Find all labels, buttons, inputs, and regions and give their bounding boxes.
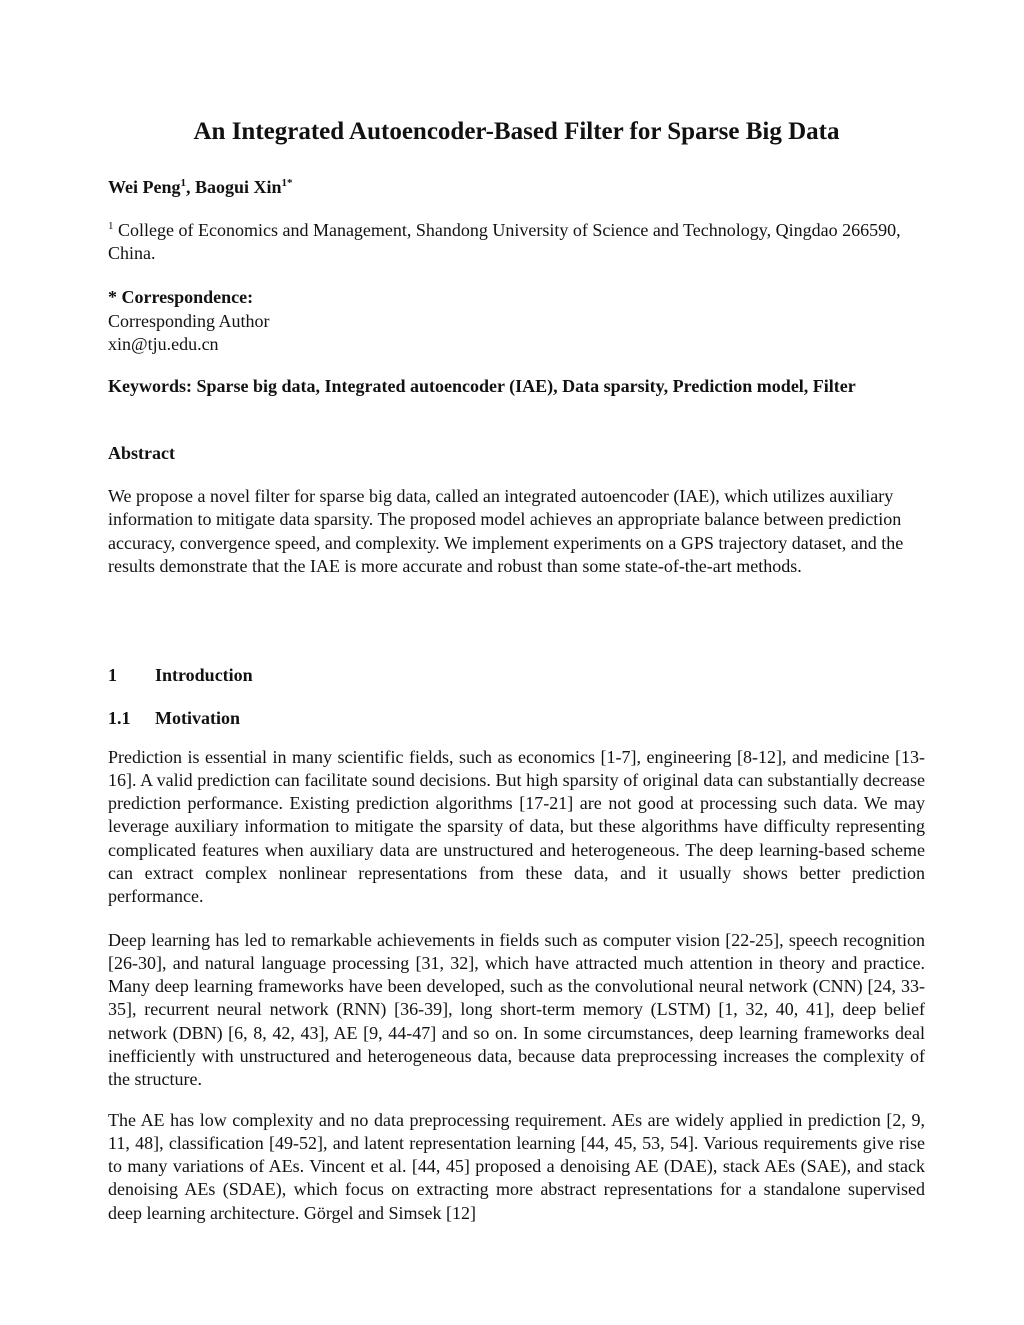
section-number: 1.1	[108, 708, 131, 728]
affiliation-superscript: 1	[108, 220, 114, 232]
section-number: 1	[108, 665, 117, 685]
section-title: Motivation	[155, 708, 240, 728]
author-superscript: 1*	[281, 177, 293, 189]
author-name: Wei Peng	[108, 177, 181, 197]
keywords: Keywords: Sparse big data, Integrated autoencoder (IAE), Data sparsity, Prediction model, Filter	[108, 376, 856, 396]
body-paragraph: The AE has low complexity and no data preprocessing requirement. AEs are widely applied in prediction [2, 9, 11, 48], classification [49-52], and latent representation learning [44, 45, 53, 54]. Various requirements give rise to many variations of AEs. Vincent et al. [44, 45] proposed a denoising AE (DAE), stack AEs (SAE), and stack denoising AEs (SDAE), which focus on extracting more abstract representations for a standalone supervised deep learning architecture. Görgel and Simsek [12]	[108, 1110, 925, 1223]
affiliation-text: College of Economics and Management, Shandong University of Science and Technology, Qingdao 266590, China.	[108, 220, 901, 263]
correspondence-block	[108, 286, 270, 357]
section-title: Introduction	[155, 665, 253, 685]
author-separator: ,	[186, 177, 195, 197]
abstract-heading: Abstract	[108, 443, 175, 463]
section-heading-introduction	[108, 664, 253, 687]
author-superscript: 1	[180, 177, 186, 189]
section-heading-motivation	[108, 707, 240, 730]
paper-title: An Integrated Autoencoder-Based Filter for Sparse Big Data	[193, 118, 840, 145]
correspondence-name: Corresponding Author	[108, 310, 270, 331]
correspondence-email: xin@tju.edu.cn	[108, 334, 219, 354]
correspondence-label: * Correspondence:	[108, 287, 254, 307]
author-line	[108, 176, 293, 198]
affiliation	[108, 219, 925, 265]
author-name: Baogui Xin	[195, 177, 282, 197]
body-paragraph: Deep learning has led to remarkable achievements in fields such as computer vision [22-25], speech recognition [26-30], and natural language processing [31, 32], which have attracted much attention in theory and practice. Many deep learning frameworks have been developed, such as the convolutional neural network (CNN) [24, 33-35], recurrent neural network (RNN) [36-39], long short-term memory (LSTM) [1, 32, 40, 41], deep belief network (DBN) [6, 8, 42, 43], AE [9, 44-47] and so on. In some circumstances, deep learning frameworks deal inefficiently with unstructured and heterogeneous data, because data preprocessing increases the complexity of the structure.	[108, 930, 925, 1089]
body-paragraph: Prediction is essential in many scientific fields, such as economics [1-7], engineering [8-12], and medicine [13-16]. A valid prediction can facilitate sound decisions. But high sparsity of original data can substantially decrease prediction performance. Existing prediction algorithms [17-21] are not good at processing such data. We may leverage auxiliary information to mitigate the sparsity of data, but these algorithms have difficulty representing complicated features when auxiliary data are unstructured and heterogeneous. The deep learning-based scheme can extract complex nonlinear representations from these data, and it usually shows better prediction performance.	[108, 747, 925, 906]
abstract-text: We propose a novel filter for sparse big data, called an integrated autoencoder (IAE), which utilizes auxiliary information to mitigate data sparsity. The proposed model achieves an appropriate balance between prediction accuracy, convergence speed, and complexity. We implement experiments on a GPS trajectory dataset, and the results demonstrate that the IAE is more accurate and robust than some state-of-the-art methods.	[108, 486, 904, 577]
